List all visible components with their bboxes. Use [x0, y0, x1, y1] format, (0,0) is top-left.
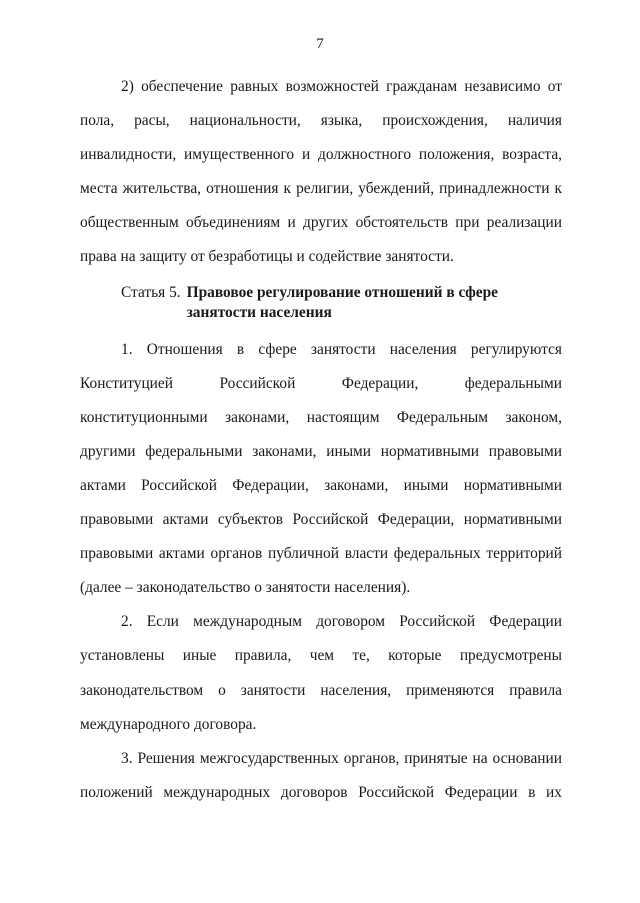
paragraph-clause-3: 3. Решения межгосударственных органов, принятые на основании положений международных договоров Российской Федерации в их	[80, 749, 562, 801]
paragraph-item-2: 2) обеспечение равных возможностей гражданам независимо от пола, расы, национальности, языка, происхождения, наличия инвалидности, имущественного и должностного положения, возраста, места жительства, отношения к религии, убеждений, принадлежности к общественным объединениям и других обстоятельств при реализации права на защиту от безработицы и содействие занятости.	[80, 78, 562, 266]
paragraph-clause-2: 2. Если международным договором Российской Федерации установлены иные правила, чем те, которые предусмотрены законодательством о занятости населения, применяются правила международного договора.	[80, 613, 562, 733]
article-title: Правовое регулирование отношений в сфере занятости населения	[186, 283, 498, 321]
article-label: Статья 5.	[121, 283, 181, 301]
document-body	[80, 70, 562, 810]
article-heading	[80, 283, 562, 323]
paragraph-clause-1: 1. Отношения в сфере занятости населения регулируются Конституцией Российской Федерации, федеральными конституционными законами, настоящим Федеральным законом, другими федеральными законами, иными нормативными правовыми актами Российской Федерации, законами, иными нормативными правовыми актами субъектов Российской Федерации, нормативными правовыми актами органов публичной власти федеральных территорий (далее – законодательство о занятости населения).	[80, 340, 562, 597]
page-number: 7	[316, 36, 324, 52]
